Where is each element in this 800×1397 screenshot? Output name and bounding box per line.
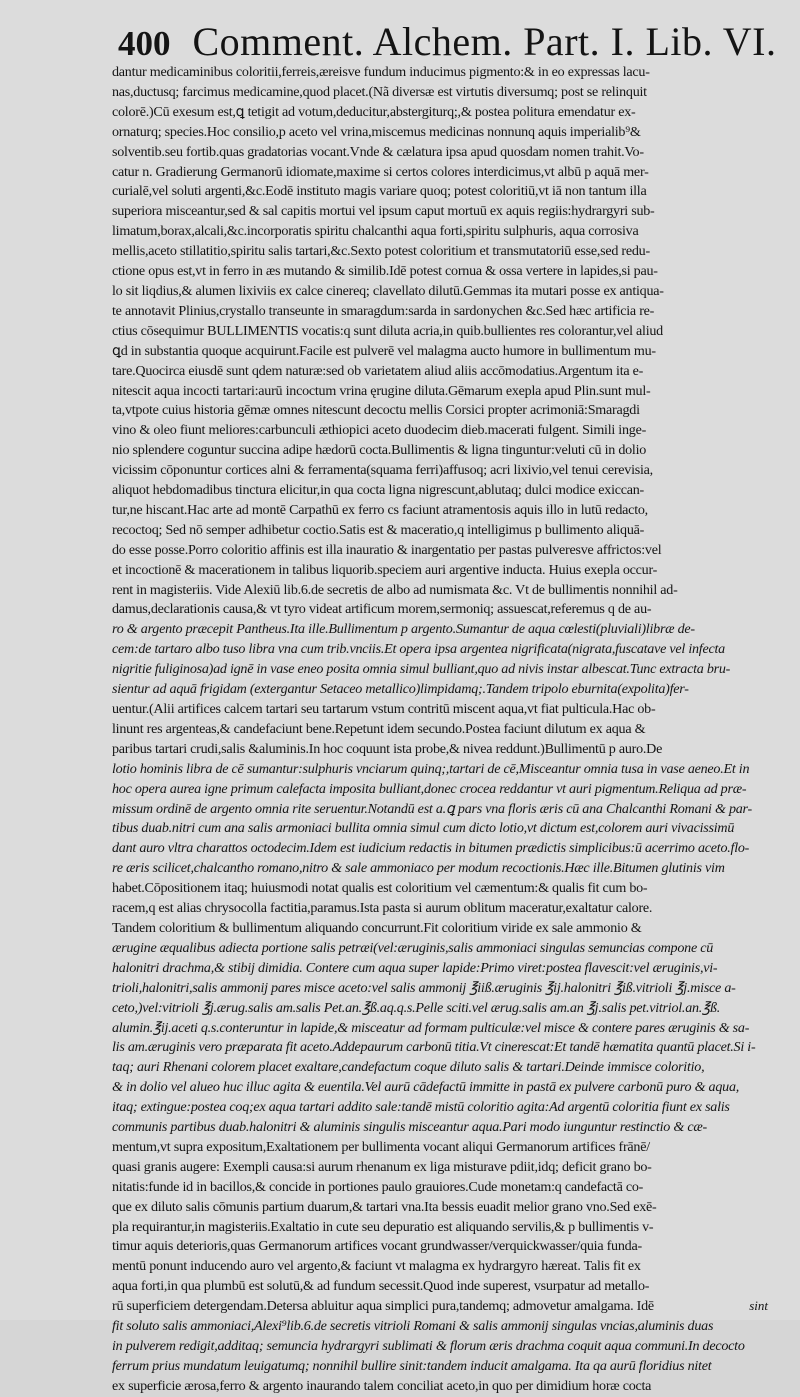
text-line: ctius cōsequimur BULLIMENTIS vocatis:q sunt diluta acria,in quib.bullientes res colorantur,vel aliud [112, 322, 663, 339]
text-line: paribus tartari crudi,salis &aluminis.In hoc coquunt ista probe,& nivea reddunt.)Bullimentū p auro.De [112, 740, 663, 757]
text-line: racem,q est alias chrysocolla factitia,paramus.Ista pasta si aurum oblitum maceratur,exaltatur calore. [112, 900, 653, 917]
text-line: ceto,)vel:vitrioli ℥j.ærug.salis am.salis Pet.an.℥ß.aq.q.s.Pelle sciti.vel ærug.salis am.an ℥j.salis pet.vitriol.an.℥ß. [112, 999, 721, 1016]
text-line: nitescit aqua incocti tartari:aurū incoctum vrina ęrugine diluta.Gēmarum exepla apud Plin.sunt mul- [112, 382, 651, 399]
text-line: communis partibus duab.halonitri & aluminis singulis misceantur aqua.Pari modo iunguntur restinctio & cæ- [112, 1119, 707, 1136]
running-title: Comment. Alchem. Part. I. Lib. VI. [192, 19, 777, 64]
text-line: missum ordinē de argento omnia rite seruentur.Notandū est a.ꝗ pars vna floris æris cū ana Chalcanthi Romani & par- [112, 800, 752, 817]
text-line: trioli,halonitri,salis ammonij pares misce aceto:vel salis ammonij ℥iiß.æruginis ℥ij.halonitri ℥iß.vitrioli ℥j.misce a- [112, 979, 736, 996]
text-line: ꝗd in substantia quoque acquirunt.Facile est pulverē vel malagma aucto humore in bullimentum mu- [112, 342, 656, 359]
text-line: ctione opus est,vt in ferro in æs mutando & similib.Idē potest cornua & ossa vertere in lapides,si pau- [112, 263, 658, 280]
text-line: nio splendere coguntur succina adipe hædorū cocta.Bullimentis & ligna tinguntur:veluti cū in dolio [112, 442, 647, 459]
text-line: aqua forti,in qua plumbū est solutū,& ad fundum secessit.Quod inde superest, vsurpatur ad metallo- [112, 1278, 650, 1295]
text-line: ærugine æqualibus adiecta portione salis petræi(vel:æruginis,salis ammoniaci singulas semuncias compone cū [112, 939, 714, 956]
text-line: nitatis:funde id in bacillos,& concide in portiones paulo grauiores.Cude monetam:q candefactā co- [112, 1178, 644, 1195]
text-line: pla requirantur,in magisteriis.Exaltatio in cute seu depuratio est aliquando servilis,& p bullimentis v- [112, 1218, 654, 1235]
text-line: alumin.℥ij.aceti q.s.conteruntur in lapide,& misceatur ad formam pulticulæ:vel misce & contere pares æruginis & sa- [112, 1019, 750, 1036]
catchword: sint [749, 1298, 768, 1313]
text-line: aliquot hebdomadibus tinctura elicitur,in qua cocta ligna nigrescunt,ablutaq; dulci modice exiccan- [112, 482, 644, 499]
text-line: que ex diluto salis cōmunis partium duarum,& tartari vna.Ita bessis euadit melior grano vno.Sed exē- [112, 1198, 657, 1215]
text-line: rent in magisteriis. Vide Alexiū lib.6.de secretis de albo ad numismata &c. Vt de bullimentis nonnihil ad- [112, 581, 678, 598]
text-line: ta,vtpote cuius historia gēmæ omnes nitescunt decoctu mellis Corsici propter acrimoniā:Smaragdi [112, 402, 640, 419]
text-line: & in dolio vel alueo huc illuc agita & euentila.Vel aurū cādefactū immitte in pastā ex pulvere carbonū puro & aqua, [112, 1079, 740, 1096]
text-line: uentur.(Alii artifices calcem tartari seu tartarum vstum contritū miscent aqua,vt fiat pulticula.Hac ob- [112, 701, 656, 717]
page-number: 400 [118, 24, 171, 63]
text-line: tibus duab.nitri cum ana salis armoniaci bullita omnia simul cum dicto lotio,vt dictum est,colorem auri vivacissimū [112, 820, 735, 837]
text-line: mentum,vt supra expositum,Exaltationem per bullimenta vocant aliqui Germanorum artifices frānē/ [112, 1138, 650, 1155]
text-line: habet.Cōpositionem itaq; huiusmodi notat qualis est coloritium vel cæmentum:& qualis fit cum bo- [112, 880, 648, 897]
text-line: do esse posse.Porro coloritio affinis est illa inauratio & inargentatio per pastas pulveresve affrictos:vel [112, 541, 662, 558]
text-line: lo sit liqdius,& alumen lixiviis ex calce cinereq; clavellato dilutū.Gemmas ita mutari posse ex antiqua- [112, 282, 664, 299]
text-line: et incoctionē & macerationem in talibus liquorib.speciem auri argentive inducta. Huius exepla occur- [112, 561, 658, 578]
text-line: damus,declarationis causa,& vt tyro videat artificum morem,sermoniq; assuescat,referemus q de au- [112, 601, 652, 618]
text-line: nas,ductusq; farcimus medicamine,quod placet.(Nã diversæ est virtutis diversumq; post se relinquit [112, 83, 647, 100]
text-line: ferrum prius mundatum leuigatumq; nonnihil bullire sinit:tandem inducit amalgama. Ita qa aurū floridius nitet [112, 1357, 712, 1374]
text-line: rū superficiem detergendam.Detersa abluitur aqua simplici pura,tandemq; admovetur amalgama. Idē [112, 1298, 654, 1315]
text-line: mentū ponunt inducendo auro vel argento,& faciunt vt malagma ex hydrargyro hæreat. Talis fit ex [112, 1258, 641, 1275]
text-line: lis am.æruginis vero præparata fit aceto.Addepaurum carbonū titia.Vt cinerescat:Et tandē hæmatita quantū placet.Si i- [112, 1039, 756, 1056]
text-line: taq; auri Rhenani colorem placet exaltare,candefactum coque diluto salis & tartari.Deinde immisce coloritio, [112, 1059, 705, 1076]
text-line: fit soluto salis ammoniaci,Alexi⁹lib.6.de secretis vitrioli Romani & salis ammonij singulas vncias,aluminis duas [112, 1318, 714, 1335]
text-line: sientur ad aquā frigidam (extergantur Setaceo metallico)limpidamq;.Tandem tripolo eburnita(expolita)fer- [112, 681, 689, 698]
text-line: ornaturq; species.Hoc consilio,p aceto vel vrina,miscemus medicinas nonnunq aquis imperialib⁹& [112, 123, 641, 140]
text-line: mellis,aceto stillatitio,spiritu salis tartari,&c.Sexto potest coloritium et transmutatoriū esse,sed redu- [112, 243, 650, 260]
text-line: vicissim cōponuntur cortices alni & ferramenta(squama ferri)affusoq; acri lixivio,vel tenui cerevisia, [112, 462, 653, 479]
text-line: solventib.seu fortib.quas gradatorias vocant.Vnde & cælatura ipsa apud quosdam nomen trahit.Vo- [112, 143, 644, 160]
body-text [112, 63, 774, 1397]
text-line: re æris scilicet,chalcantho romano,nitro & sale ammoniaco per modum recoctionis.Hæc ille.Bitumen glutinis vim [112, 860, 725, 877]
text-line: Tandem coloritium & bullimentum aliquando concurrunt.Fit coloritium viride ex sale ammonio & [112, 919, 642, 936]
text-line: in pulverem redigit,additaq; semuncia hydrargyri sublimati & florum æris drachma coquit aqua communi.In decocto [112, 1338, 745, 1354]
text-line: ex superficie ærosa,ferro & argento inaurando talem conciliat aceto,in quo per dimidium horæ cocta [112, 1377, 652, 1394]
text-line: tur,ne hiscant.Hac arte ad montē Carpathū ex ferro cs faciunt atramentosis aquis illo in lutū redacto, [112, 501, 648, 518]
text-line: timur aquis deterioris,quas Germanorum artifices vocant grundwasser/verquickwasser/quia funda- [112, 1238, 642, 1255]
text-line: dantur medicaminibus coloritii,ferreis,æreisve fundum inducimus pigmento:& in eo expressas lacu- [112, 64, 650, 80]
text-line: dant auro vltra charattos octodecim.Idem est iudicium redactis in bitumen prædictis simplicibus:ū acerrimo aceto.flo- [112, 840, 750, 857]
text-line: curialē,vel soluti argenti,&c.Eodē instituto magis variare quoq; potest coloritiū,vt iā non tantum illa [112, 183, 647, 200]
text-line: recoctoq; Sed nō semper adhibetur coctio.Satis est & maceratio,q intelligimus p bullimento aliquā- [112, 521, 645, 538]
text-line: quasi granis augere: Exempli causa:si aurum rhenanum ex liga misturave pdiit,idq; deficit grano bo- [112, 1158, 652, 1175]
text-line: hoc opera aurea igne primum calefacta imposita bulliant,donec crocea reddantur vt auri pigmentum.Reliqua ad præ- [112, 780, 747, 797]
text-line: itaq; extingue:postea coq;ex aqua tartari addito sale:tandē mistū coloritio agita:Ad argentū coloritia fiunt ex salis [112, 1099, 730, 1116]
text-line: ro & argento præcepit Pantheus.Ita ille.Bullimentum p argento.Sumantur de aqua cœlesti(pluviali)libræ de- [112, 621, 695, 638]
text-line: lotio hominis libra de cē sumantur:sulphuris vnciarum quinq;,tartari de cē,Misceantur omnia tusa in vase aeneo.Et in [112, 760, 750, 777]
text-line: nigritie fuliginosa)ad ignē in vase eneo posita omnia simul bulliant,quo ad nivis instar albescat.Tunc extracta bru- [112, 661, 731, 678]
text-line: tare.Quocirca eiusdē sunt qdem naturæ:sed ob varietatem aliud aliis accōmodatius.Argentum ita e- [112, 362, 644, 379]
text-line: cem:de tartaro albo tuso libra vna cum trib.vnciis.Et opera ipsa argentea nigrificata(nigrata,fuscatave vel infecta [112, 641, 725, 658]
text-line: catur n. Gradierung Germanorū idiomate,maxime si certos colores interdicimus,vt albū p aquā mer- [112, 163, 649, 180]
text-line: linunt res argenteas,& candefaciunt bene.Repetunt idem secundo.Postea faciunt dilutum ex aqua & [112, 720, 646, 737]
text-line: halonitri drachma,& stibij dimidia. Contere cum aqua super lapide:Primo viret:postea flavescit:vel æruginis,vi- [112, 959, 718, 976]
text-line: colorē.)Cū exesum est,ꝗ tetigit ad votum,deducitur,abstergiturq;,& postea politura emendatur ex- [112, 103, 636, 120]
text-line: superiora misceantur,sed & sal capitis mortui vel ipsum caput mortuū ex aquis regiis:hydrargyri sub- [112, 203, 655, 220]
text-line: vino & oleo fiunt meliores:carbunculi æthiopici aceto duodecim dieb.macerati fulgent. Simili inge- [112, 422, 647, 439]
text-line: limatum,borax,alcali,&c.incorporatis spiritu chalcanthi aqua forti,spiritu sulphuris, aqua corrosiva [112, 223, 639, 240]
text-line: te annotavit Plinius,crystallo transeunte in smaragdum:sarda in sardonychen &c.Sed hæc artificia re- [112, 302, 655, 319]
